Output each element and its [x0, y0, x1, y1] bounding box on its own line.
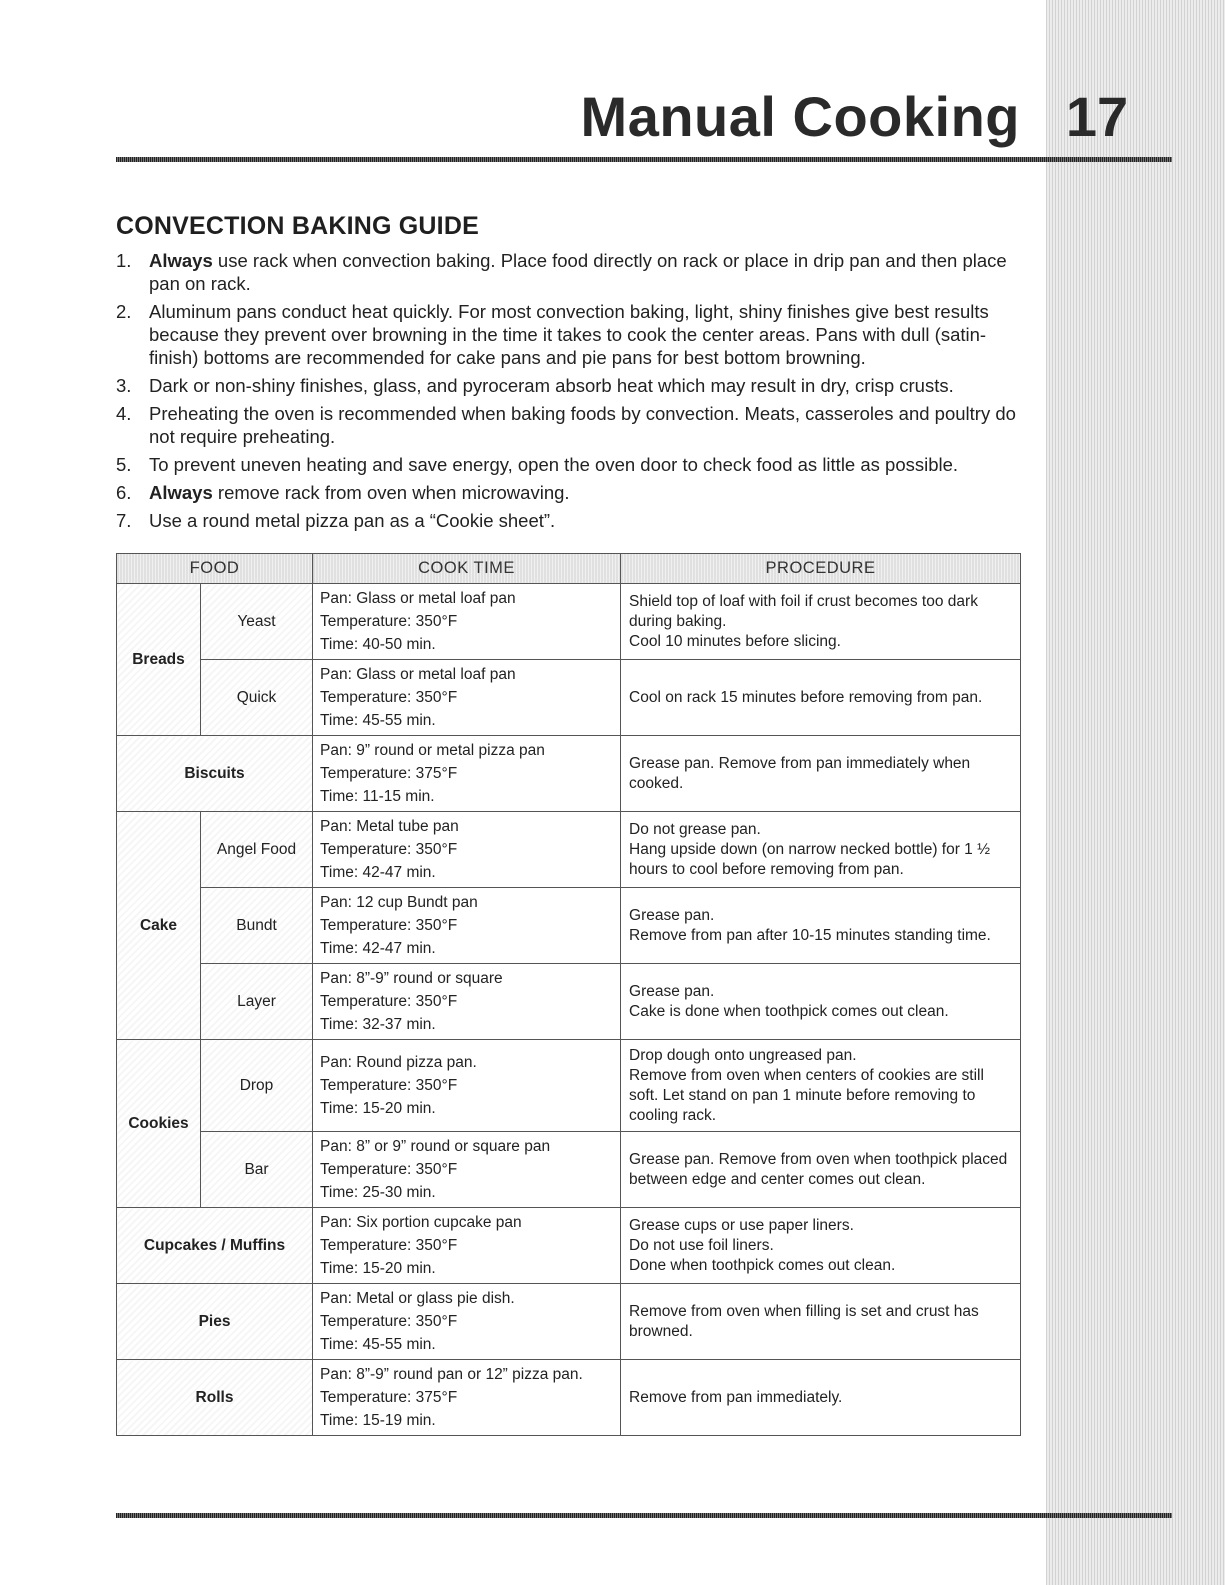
temperature-text: Temperature: 375°F	[320, 1389, 458, 1406]
chapter-title: Manual Cooking	[580, 85, 1020, 148]
table-row	[117, 1360, 1021, 1436]
pan-text: Pan: 9” round or metal pizza pan	[320, 742, 545, 759]
procedure-cell	[621, 888, 1021, 964]
time-text: Time: 45-55 min.	[320, 1336, 436, 1353]
section-title: CONVECTION BAKING GUIDE	[116, 212, 479, 240]
guide-item	[116, 300, 1022, 369]
guide-item	[116, 509, 1022, 532]
procedure-text: Remove from pan immediately.	[629, 1388, 843, 1406]
pan-text: Pan: Metal tube pan	[320, 818, 459, 835]
food-subtype: Bundt	[201, 888, 313, 964]
item-number: 6.	[116, 482, 132, 503]
item-emphasis: Always	[149, 250, 213, 271]
time-text: Time: 11-15 min.	[320, 788, 435, 805]
food-category: Cake	[117, 812, 201, 1040]
procedure-cell	[621, 736, 1021, 812]
food-category: Pies	[117, 1284, 313, 1360]
cook-time-cell	[313, 888, 621, 964]
time-text: Time: 15-19 min.	[320, 1412, 436, 1429]
item-text: To prevent uneven heating and save energy, open the oven door to check food as little as possible.	[149, 454, 959, 475]
procedure-cell	[621, 660, 1021, 736]
procedure-cell	[621, 1360, 1021, 1436]
item-number: 3.	[116, 375, 132, 396]
table-row	[117, 1284, 1021, 1360]
procedure-text: Drop dough onto ungreased pan.	[629, 1046, 857, 1064]
procedure-text: Remove from pan after 10-15 minutes standing time.	[629, 926, 991, 944]
table-header-row	[117, 554, 1021, 584]
time-text: Time: 32-37 min.	[320, 1016, 436, 1033]
table-row	[117, 1208, 1021, 1284]
time-text: Time: 42-47 min.	[320, 864, 436, 881]
procedure-text: Grease pan.	[629, 906, 715, 924]
procedure-text: Remove from oven when centers of cookies are still soft. Let stand on pan 1 minute before removing to cooling rack.	[629, 1066, 984, 1124]
temperature-text: Temperature: 350°F	[320, 1313, 458, 1330]
temperature-text: Temperature: 350°F	[320, 689, 458, 706]
pan-text: Pan: 12 cup Bundt pan	[320, 894, 478, 911]
time-text: Time: 40-50 min.	[320, 636, 436, 653]
time-text: Time: 15-20 min.	[320, 1260, 436, 1277]
cook-time-cell	[313, 1284, 621, 1360]
item-number: 4.	[116, 403, 132, 424]
guide-item	[116, 402, 1022, 448]
cook-time-cell	[313, 1040, 621, 1132]
guide-item	[116, 481, 1022, 504]
table-row	[117, 964, 1021, 1040]
procedure-text: Grease cups or use paper liners.	[629, 1216, 854, 1234]
table-row	[117, 660, 1021, 736]
side-tab-band	[1046, 0, 1225, 1585]
food-category: Breads	[117, 584, 201, 736]
pan-text: Pan: 8”-9” round pan or 12” pizza pan.	[320, 1366, 583, 1383]
time-text: Time: 25-30 min.	[320, 1184, 436, 1201]
temperature-text: Temperature: 350°F	[320, 841, 458, 858]
pan-text: Pan: 8” or 9” round or square pan	[320, 1138, 551, 1155]
guide-item	[116, 453, 1022, 476]
pan-text: Pan: Glass or metal loaf pan	[320, 590, 516, 607]
page-number: 17	[1065, 85, 1129, 148]
guide-item	[116, 374, 1022, 397]
table-row	[117, 736, 1021, 812]
table-row	[117, 1040, 1021, 1132]
temperature-text: Temperature: 350°F	[320, 1077, 458, 1094]
temperature-text: Temperature: 375°F	[320, 765, 458, 782]
item-number: 2.	[116, 301, 132, 322]
table-row	[117, 812, 1021, 888]
item-text: Aluminum pans conduct heat quickly. For most convection baking, light, shiny finishes give best results because they prevent over browning in the time it takes to cook the center areas. Pans with dull (satin-finish) bottoms are recommended for cake pans and pie pans for best bottom browning.	[149, 301, 989, 368]
food-subtype: Drop	[201, 1040, 313, 1132]
cook-time-cell	[313, 1132, 621, 1208]
cook-time-cell	[313, 964, 621, 1040]
pan-text: Pan: 8”-9” round or square	[320, 970, 503, 987]
procedure-text: Shield top of loaf with foil if crust becomes too dark during baking.	[629, 592, 978, 630]
convection-guide-section	[116, 212, 1022, 537]
time-text: Time: 15-20 min.	[320, 1100, 436, 1117]
food-subtype: Quick	[201, 660, 313, 736]
cook-time-cell	[313, 1208, 621, 1284]
food-subtype: Angel Food	[201, 812, 313, 888]
food-subtype: Layer	[201, 964, 313, 1040]
item-text: use rack when convection baking. Place food directly on rack or place in drip pan and then place pan on rack.	[149, 250, 1007, 294]
food-subtype: Bar	[201, 1132, 313, 1208]
item-text: Dark or non-shiny finishes, glass, and pyroceram absorb heat which may result in dry, crisp crusts.	[149, 375, 954, 396]
procedure-text: Cake is done when toothpick comes out clean.	[629, 1002, 949, 1020]
procedure-text: Cool on rack 15 minutes before removing from pan.	[629, 688, 983, 706]
procedure-cell	[621, 1284, 1021, 1360]
table-row	[117, 1132, 1021, 1208]
page-header	[0, 84, 1046, 164]
procedure-text: Do not use foil liners.	[629, 1236, 774, 1254]
guide-item	[116, 249, 1022, 295]
footer-rule	[116, 1513, 1172, 1518]
pan-text: Pan: Round pizza pan.	[320, 1054, 477, 1071]
procedure-text: Hang upside down (on narrow necked bottle) for 1 ½ hours to cool before removing from pan.	[629, 840, 991, 878]
time-text: Time: 45-55 min.	[320, 712, 436, 729]
item-text: remove rack from oven when microwaving.	[212, 482, 570, 503]
item-text: Preheating the oven is recommended when baking foods by convection. Meats, casseroles and poultry do not require preheating.	[149, 403, 1016, 447]
guide-list	[116, 249, 1022, 532]
time-text: Time: 42-47 min.	[320, 940, 436, 957]
pan-text: Pan: Metal or glass pie dish.	[320, 1290, 515, 1307]
item-number: 5.	[116, 454, 132, 475]
temperature-text: Temperature: 350°F	[320, 993, 458, 1010]
pan-text: Pan: Six portion cupcake pan	[320, 1214, 522, 1231]
item-number: 1.	[116, 250, 132, 271]
item-number: 7.	[116, 510, 132, 531]
item-emphasis: Always	[149, 482, 213, 503]
procedure-cell	[621, 1208, 1021, 1284]
food-subtype: Yeast	[201, 584, 313, 660]
procedure-cell	[621, 1040, 1021, 1132]
temperature-text: Temperature: 350°F	[320, 917, 458, 934]
procedure-text: Done when toothpick comes out clean.	[629, 1256, 896, 1274]
cook-time-cell	[313, 1360, 621, 1436]
procedure-cell	[621, 964, 1021, 1040]
convection-baking-table	[116, 553, 1021, 1436]
procedure-text: Do not grease pan.	[629, 820, 761, 838]
header-cook-time: COOK TIME	[313, 554, 621, 584]
cook-time-cell	[313, 584, 621, 660]
procedure-text: Remove from oven when filling is set and crust has browned.	[629, 1302, 979, 1340]
header-procedure: PROCEDURE	[621, 554, 1021, 584]
cook-time-cell	[313, 812, 621, 888]
procedure-cell	[621, 812, 1021, 888]
cook-time-cell	[313, 660, 621, 736]
pan-text: Pan: Glass or metal loaf pan	[320, 666, 516, 683]
food-category: Cupcakes / Muffins	[117, 1208, 313, 1284]
procedure-text: Grease pan.	[629, 982, 715, 1000]
procedure-text: Cool 10 minutes before slicing.	[629, 632, 841, 650]
temperature-text: Temperature: 350°F	[320, 1161, 458, 1178]
procedure-text: Grease pan. Remove from oven when toothpick placed between edge and center comes out clean.	[629, 1150, 1008, 1188]
food-category: Rolls	[117, 1360, 313, 1436]
header-rule	[116, 157, 1172, 162]
header-food: FOOD	[117, 554, 313, 584]
procedure-cell	[621, 584, 1021, 660]
food-category: Biscuits	[117, 736, 313, 812]
temperature-text: Temperature: 350°F	[320, 613, 458, 630]
table-row	[117, 888, 1021, 964]
table-row	[117, 584, 1021, 660]
food-category: Cookies	[117, 1040, 201, 1208]
item-text: Use a round metal pizza pan as a “Cookie sheet”.	[149, 510, 556, 531]
procedure-cell	[621, 1132, 1021, 1208]
temperature-text: Temperature: 350°F	[320, 1237, 458, 1254]
cook-time-cell	[313, 736, 621, 812]
procedure-text: Grease pan. Remove from pan immediately when cooked.	[629, 754, 971, 792]
